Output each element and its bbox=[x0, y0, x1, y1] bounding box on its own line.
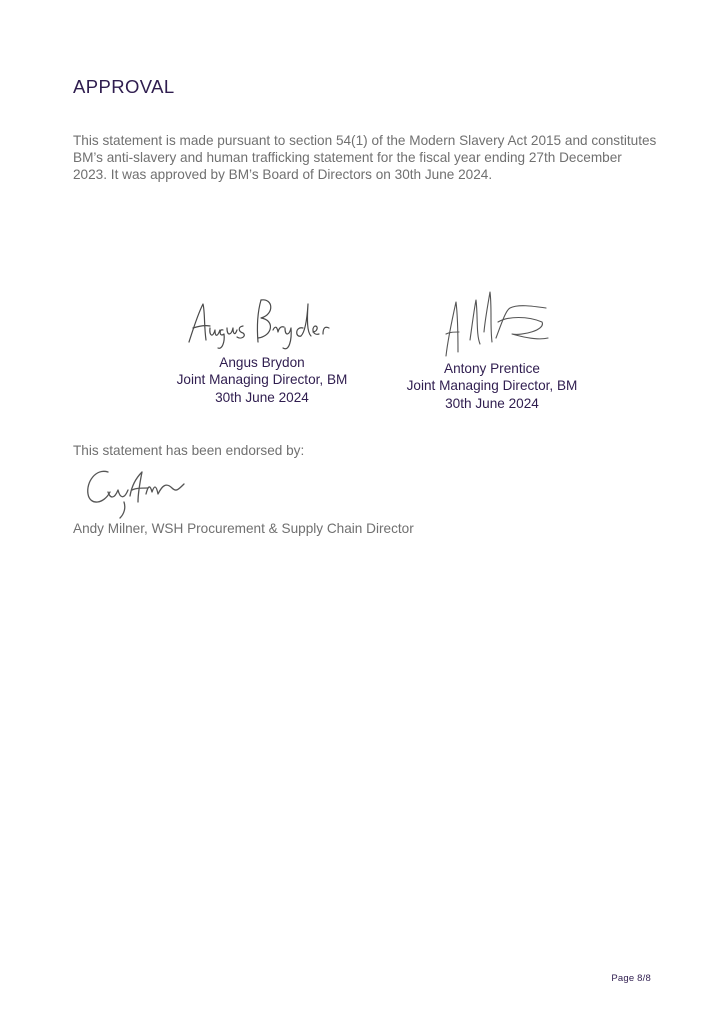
endorser-name: Andy Milner, WSH Procurement & Supply Chain Director bbox=[73, 521, 414, 536]
signatory-date: 30th June 2024 bbox=[445, 395, 539, 411]
page-number: Page 8/8 bbox=[611, 973, 651, 984]
signatory-name: Antony Prentice bbox=[444, 361, 540, 376]
signatory-name: Angus Brydon bbox=[219, 355, 305, 370]
signatory-role: Joint Managing Director, BM bbox=[176, 372, 348, 388]
signature-antony-prentice-image bbox=[422, 282, 562, 360]
signatory-date: 30th June 2024 bbox=[215, 389, 309, 405]
signatory-block-angus bbox=[150, 290, 374, 406]
signatory-block-antony bbox=[384, 282, 600, 412]
approval-statement: This statement is made pursuant to section 54(1) of the Modern Slavery Act 2015 and constitutes BM’s anti-slavery and human trafficking statement for the fiscal year ending 27th December 2023. It was approved by BM’s Board of Directors on 30th June 2024. bbox=[73, 133, 657, 183]
signature-andy-milner-image bbox=[80, 462, 200, 520]
signature-angus-brydon-image bbox=[177, 290, 347, 354]
signatory-role: Joint Managing Director, BM bbox=[406, 378, 578, 394]
page-title: APPROVAL bbox=[73, 76, 175, 97]
endorsement-intro: This statement has been endorsed by: bbox=[73, 443, 305, 458]
